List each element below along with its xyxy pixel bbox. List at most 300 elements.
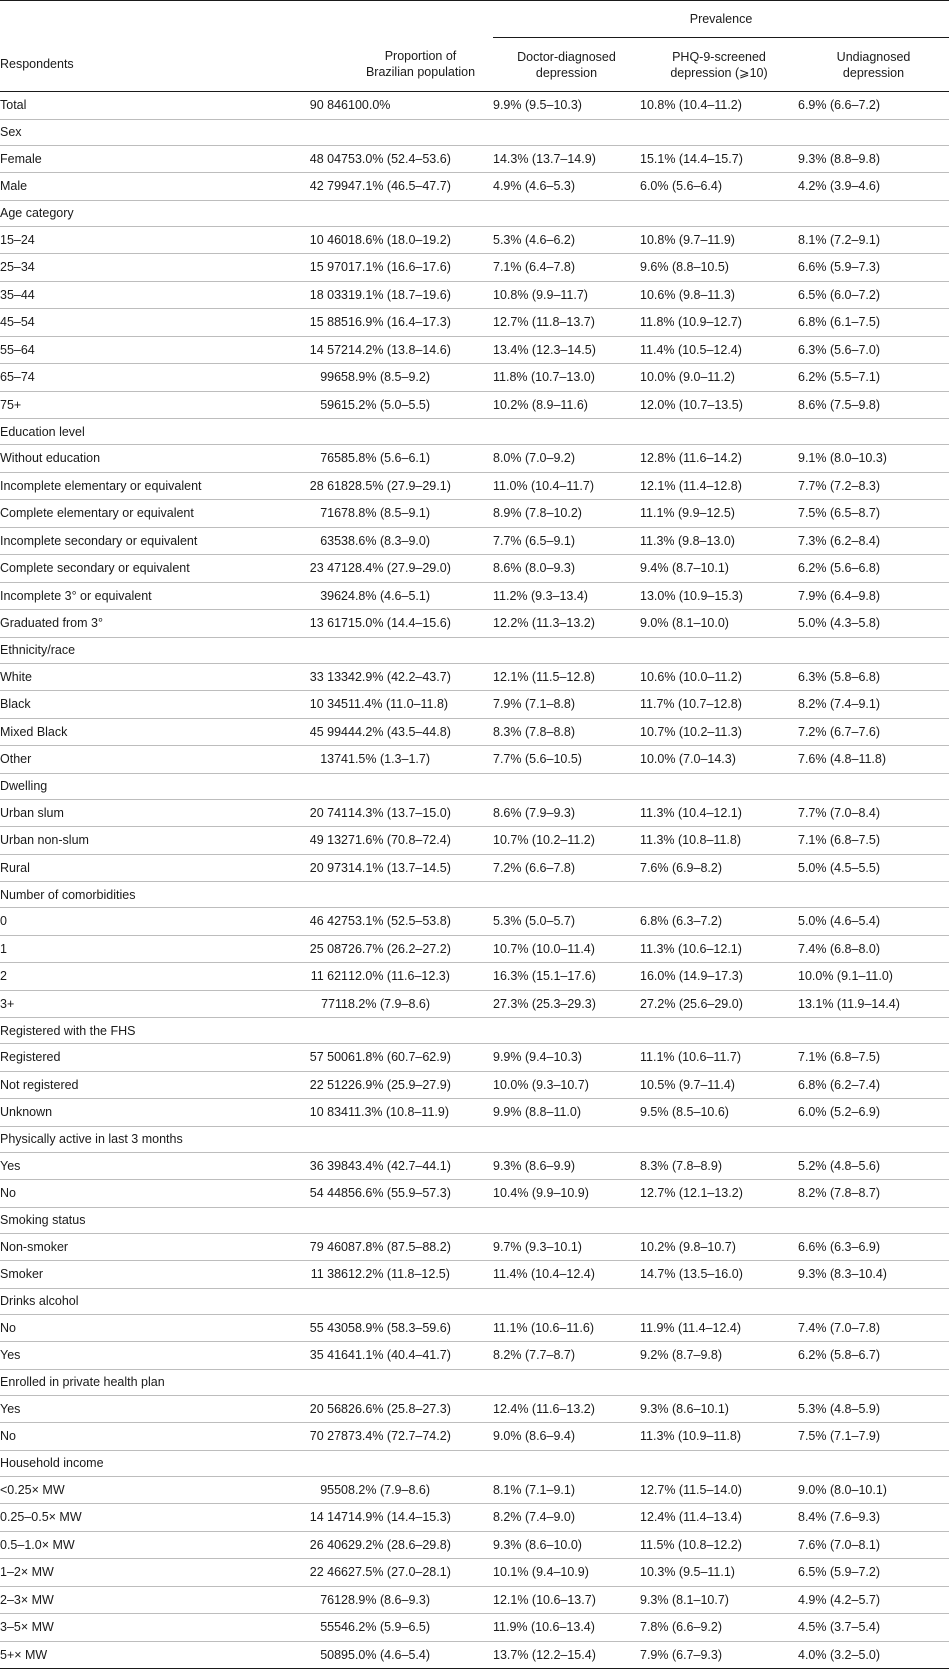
table-row	[0, 990, 949, 1018]
row-undiagnosed: 6.2% (5.5–7.1)	[798, 364, 949, 392]
row-phq9: 10.7% (10.2–11.3)	[640, 718, 798, 746]
row-label: Black	[0, 691, 272, 719]
row-phq9: 11.3% (9.8–13.0)	[640, 527, 798, 555]
row-proportion: 8.2% (7.9–8.6)	[348, 990, 493, 1018]
row-undiagnosed: 6.3% (5.8–6.8)	[798, 663, 949, 691]
row-undiagnosed: 7.1% (6.8–7.5)	[798, 1044, 949, 1072]
row-undiagnosed: 8.6% (7.5–9.8)	[798, 391, 949, 419]
row-proportion: 5.8% (5.6–6.1)	[348, 445, 493, 473]
row-label: Mixed Black	[0, 718, 272, 746]
row-phq9: 10.0% (7.0–14.3)	[640, 746, 798, 774]
group-header-row	[0, 1126, 949, 1152]
row-count: 54 448	[272, 1180, 348, 1208]
row-count: 14 572	[272, 336, 348, 364]
row-proportion: 12.2% (11.8–12.5)	[348, 1261, 493, 1289]
row-label: 0.5–1.0× MW	[0, 1531, 272, 1559]
row-doctor-diagnosed: 13.7% (12.2–15.4)	[493, 1641, 640, 1669]
row-count: 1374	[272, 746, 348, 774]
group-title: Registered with the FHS	[0, 1018, 949, 1044]
row-undiagnosed: 8.1% (7.2–9.1)	[798, 226, 949, 254]
count-header	[272, 38, 348, 92]
row-doctor-diagnosed: 12.4% (11.6–13.2)	[493, 1395, 640, 1423]
row-label: 15–24	[0, 226, 272, 254]
group-title: Sex	[0, 119, 949, 145]
row-doctor-diagnosed: 9.7% (9.3–10.1)	[493, 1233, 640, 1261]
row-phq9: 11.3% (10.9–11.8)	[640, 1423, 798, 1451]
row-count: 49 132	[272, 827, 348, 855]
row-proportion: 28.5% (27.9–29.1)	[348, 472, 493, 500]
row-doctor-diagnosed: 9.0% (8.6–9.4)	[493, 1423, 640, 1451]
row-count: 9550	[272, 1476, 348, 1504]
table-row	[0, 663, 949, 691]
row-doctor-diagnosed: 11.9% (10.6–13.4)	[493, 1614, 640, 1642]
table-body	[0, 92, 949, 1669]
row-undiagnosed: 7.7% (7.0–8.4)	[798, 799, 949, 827]
table-row	[0, 1071, 949, 1099]
row-undiagnosed: 13.1% (11.9–14.4)	[798, 990, 949, 1018]
table-row	[0, 309, 949, 337]
table-row	[0, 527, 949, 555]
row-undiagnosed: 5.0% (4.6–5.4)	[798, 908, 949, 936]
row-label: No	[0, 1180, 272, 1208]
row-count: 7612	[272, 1586, 348, 1614]
table-row	[0, 1504, 949, 1532]
row-count: 6353	[272, 527, 348, 555]
row-label: <0.25× MW	[0, 1476, 272, 1504]
table-row	[0, 827, 949, 855]
row-label: Urban slum	[0, 799, 272, 827]
row-undiagnosed: 4.5% (3.7–5.4)	[798, 1614, 949, 1642]
row-undiagnosed: 7.2% (6.7–7.6)	[798, 718, 949, 746]
row-doctor-diagnosed: 10.8% (9.9–11.7)	[493, 281, 640, 309]
row-doctor-diagnosed: 8.9% (7.8–10.2)	[493, 500, 640, 528]
row-proportion: 53.0% (52.4–53.6)	[348, 145, 493, 173]
row-phq9: 9.0% (8.1–10.0)	[640, 610, 798, 638]
row-proportion: 26.7% (26.2–27.2)	[348, 935, 493, 963]
row-phq9: 12.8% (11.6–14.2)	[640, 445, 798, 473]
row-proportion: 11.3% (10.8–11.9)	[348, 1099, 493, 1127]
row-count: 36 398	[272, 1152, 348, 1180]
row-undiagnosed: 5.3% (4.8–5.9)	[798, 1395, 949, 1423]
row-phq9: 10.0% (9.0–11.2)	[640, 364, 798, 392]
group-header-row	[0, 200, 949, 226]
row-label: Rural	[0, 854, 272, 882]
undiagnosed-header: Undiagnosed depression	[836, 49, 911, 80]
table-row	[0, 610, 949, 638]
row-proportion: 42.9% (42.2–43.7)	[348, 663, 493, 691]
table-row	[0, 963, 949, 991]
table-row	[0, 935, 949, 963]
row-count: 15 885	[272, 309, 348, 337]
row-count: 20 568	[272, 1395, 348, 1423]
row-count: 35 416	[272, 1342, 348, 1370]
row-phq9: 11.3% (10.8–11.8)	[640, 827, 798, 855]
row-phq9: 11.8% (10.9–12.7)	[640, 309, 798, 337]
row-doctor-diagnosed: 8.0% (7.0–9.2)	[493, 445, 640, 473]
table-row	[0, 281, 949, 309]
row-phq9: 11.3% (10.6–12.1)	[640, 935, 798, 963]
prevalence-header: Prevalence	[493, 1, 949, 38]
row-count: 23 471	[272, 555, 348, 583]
row-count: 22 512	[272, 1071, 348, 1099]
table-row	[0, 336, 949, 364]
table-row	[0, 582, 949, 610]
table-row	[0, 1559, 949, 1587]
row-undiagnosed: 9.3% (8.3–10.4)	[798, 1261, 949, 1289]
row-count: 20 973	[272, 854, 348, 882]
row-label: Complete secondary or equivalent	[0, 555, 272, 583]
row-count: 45 994	[272, 718, 348, 746]
row-proportion: 58.9% (58.3–59.6)	[348, 1314, 493, 1342]
row-phq9: 16.0% (14.9–17.3)	[640, 963, 798, 991]
row-label: 3+	[0, 990, 272, 1018]
row-doctor-diagnosed: 8.1% (7.1–9.1)	[493, 1476, 640, 1504]
table-row	[0, 1233, 949, 1261]
table-row	[0, 1614, 949, 1642]
row-doctor-diagnosed: 11.1% (10.6–11.6)	[493, 1314, 640, 1342]
row-undiagnosed: 8.2% (7.4–9.1)	[798, 691, 949, 719]
row-label: Urban non-slum	[0, 827, 272, 855]
table-row	[0, 691, 949, 719]
doctor-diagnosed-header: Doctor-diagnosed depression	[517, 49, 616, 80]
row-doctor-diagnosed: 11.0% (10.4–11.7)	[493, 472, 640, 500]
row-label: Male	[0, 173, 272, 201]
row-doctor-diagnosed: 11.4% (10.4–12.4)	[493, 1261, 640, 1289]
group-title: Age category	[0, 200, 949, 226]
group-title: Enrolled in private health plan	[0, 1369, 949, 1395]
row-count: 10 345	[272, 691, 348, 719]
row-undiagnosed: 7.5% (6.5–8.7)	[798, 500, 949, 528]
row-label: 75+	[0, 391, 272, 419]
row-phq9: 9.2% (8.7–9.8)	[640, 1342, 798, 1370]
group-header-row	[0, 1207, 949, 1233]
row-phq9: 10.6% (9.8–11.3)	[640, 281, 798, 309]
row-undiagnosed: 8.4% (7.6–9.3)	[798, 1504, 949, 1532]
row-phq9: 10.8% (10.4–11.2)	[640, 92, 798, 120]
table-row	[0, 254, 949, 282]
row-doctor-diagnosed: 12.2% (11.3–13.2)	[493, 610, 640, 638]
row-count: 46 427	[272, 908, 348, 936]
row-label: 65–74	[0, 364, 272, 392]
table-row	[0, 1099, 949, 1127]
row-count: 42 799	[272, 173, 348, 201]
row-proportion: 14.3% (13.7–15.0)	[348, 799, 493, 827]
row-undiagnosed: 6.2% (5.8–6.7)	[798, 1342, 949, 1370]
row-doctor-diagnosed: 16.3% (15.1–17.6)	[493, 963, 640, 991]
group-header-row	[0, 1018, 949, 1044]
table-row	[0, 1641, 949, 1669]
row-doctor-diagnosed: 14.3% (13.7–14.9)	[493, 145, 640, 173]
row-phq9: 10.2% (9.8–10.7)	[640, 1233, 798, 1261]
row-count: 79 460	[272, 1233, 348, 1261]
row-label: Incomplete 3° or equivalent	[0, 582, 272, 610]
row-doctor-diagnosed: 7.1% (6.4–7.8)	[493, 254, 640, 282]
row-label: 1	[0, 935, 272, 963]
row-doctor-diagnosed: 9.9% (9.5–10.3)	[493, 92, 640, 120]
row-count: 5961	[272, 391, 348, 419]
row-doctor-diagnosed: 8.6% (7.9–9.3)	[493, 799, 640, 827]
row-doctor-diagnosed: 9.9% (8.8–11.0)	[493, 1099, 640, 1127]
row-proportion: 28.4% (27.9–29.0)	[348, 555, 493, 583]
row-doctor-diagnosed: 7.7% (6.5–9.1)	[493, 527, 640, 555]
table-row	[0, 1152, 949, 1180]
row-phq9: 9.4% (8.7–10.1)	[640, 555, 798, 583]
row-doctor-diagnosed: 8.3% (7.8–8.8)	[493, 718, 640, 746]
row-phq9: 14.7% (13.5–16.0)	[640, 1261, 798, 1289]
row-proportion: 87.8% (87.5–88.2)	[348, 1233, 493, 1261]
row-undiagnosed: 10.0% (9.1–11.0)	[798, 963, 949, 991]
table-row	[0, 1586, 949, 1614]
row-count: 7658	[272, 445, 348, 473]
row-proportion: 8.6% (8.3–9.0)	[348, 527, 493, 555]
row-phq9: 10.5% (9.7–11.4)	[640, 1071, 798, 1099]
row-count: 5089	[272, 1641, 348, 1669]
row-count: 7711	[272, 990, 348, 1018]
row-label: Total	[0, 92, 272, 120]
group-title: Physically active in last 3 months	[0, 1126, 949, 1152]
row-undiagnosed: 7.1% (6.8–7.5)	[798, 827, 949, 855]
row-count: 5554	[272, 1614, 348, 1642]
row-doctor-diagnosed: 11.2% (9.3–13.4)	[493, 582, 640, 610]
row-doctor-diagnosed: 9.9% (9.4–10.3)	[493, 1044, 640, 1072]
row-proportion: 14.2% (13.8–14.6)	[348, 336, 493, 364]
row-undiagnosed: 5.2% (4.8–5.6)	[798, 1152, 949, 1180]
table-row	[0, 1261, 949, 1289]
group-header-row	[0, 419, 949, 445]
table-row	[0, 1395, 949, 1423]
row-doctor-diagnosed: 8.2% (7.4–9.0)	[493, 1504, 640, 1532]
row-label: Unknown	[0, 1099, 272, 1127]
row-count: 20 741	[272, 799, 348, 827]
row-count: 11 386	[272, 1261, 348, 1289]
row-proportion: 61.8% (60.7–62.9)	[348, 1044, 493, 1072]
row-phq9: 11.5% (10.8–12.2)	[640, 1531, 798, 1559]
header-spacer	[0, 1, 493, 38]
row-doctor-diagnosed: 10.7% (10.0–11.4)	[493, 935, 640, 963]
row-count: 28 618	[272, 472, 348, 500]
row-label: Smoker	[0, 1261, 272, 1289]
row-undiagnosed: 7.6% (4.8–11.8)	[798, 746, 949, 774]
row-count: 14 147	[272, 1504, 348, 1532]
row-undiagnosed: 7.7% (7.2–8.3)	[798, 472, 949, 500]
row-proportion: 71.6% (70.8–72.4)	[348, 827, 493, 855]
row-phq9: 12.7% (12.1–13.2)	[640, 1180, 798, 1208]
row-phq9: 11.1% (9.9–12.5)	[640, 500, 798, 528]
row-doctor-diagnosed: 5.3% (5.0–5.7)	[493, 908, 640, 936]
table-row	[0, 1342, 949, 1370]
group-title: Number of comorbidities	[0, 882, 949, 908]
row-proportion: 44.2% (43.5–44.8)	[348, 718, 493, 746]
group-title: Dwelling	[0, 773, 949, 799]
row-undiagnosed: 7.5% (7.1–7.9)	[798, 1423, 949, 1451]
row-label: Female	[0, 145, 272, 173]
row-undiagnosed: 6.8% (6.2–7.4)	[798, 1071, 949, 1099]
row-count: 26 406	[272, 1531, 348, 1559]
row-doctor-diagnosed: 9.3% (8.6–10.0)	[493, 1531, 640, 1559]
row-proportion: 16.9% (16.4–17.3)	[348, 309, 493, 337]
group-title: Household income	[0, 1450, 949, 1476]
row-phq9: 9.3% (8.1–10.7)	[640, 1586, 798, 1614]
row-label: Without education	[0, 445, 272, 473]
table-row	[0, 226, 949, 254]
row-label: White	[0, 663, 272, 691]
row-count: 22 466	[272, 1559, 348, 1587]
row-proportion: 73.4% (72.7–74.2)	[348, 1423, 493, 1451]
row-proportion: 47.1% (46.5–47.7)	[348, 173, 493, 201]
row-count: 25 087	[272, 935, 348, 963]
row-label: 3–5× MW	[0, 1614, 272, 1642]
row-doctor-diagnosed: 10.4% (9.9–10.9)	[493, 1180, 640, 1208]
row-phq9: 13.0% (10.9–15.3)	[640, 582, 798, 610]
row-proportion: 14.1% (13.7–14.5)	[348, 854, 493, 882]
row-undiagnosed: 6.9% (6.6–7.2)	[798, 92, 949, 120]
table-row	[0, 746, 949, 774]
row-label: 5+× MW	[0, 1641, 272, 1669]
row-proportion: 14.9% (14.4–15.3)	[348, 1504, 493, 1532]
row-doctor-diagnosed: 13.4% (12.3–14.5)	[493, 336, 640, 364]
row-proportion: 100.0%	[348, 92, 493, 120]
row-undiagnosed: 6.5% (5.9–7.2)	[798, 1559, 949, 1587]
row-count: 18 033	[272, 281, 348, 309]
group-header-row	[0, 1288, 949, 1314]
row-label: 25–34	[0, 254, 272, 282]
row-proportion: 53.1% (52.5–53.8)	[348, 908, 493, 936]
total-row	[0, 92, 949, 120]
row-label: 0.25–0.5× MW	[0, 1504, 272, 1532]
row-undiagnosed: 7.6% (7.0–8.1)	[798, 1531, 949, 1559]
row-count: 15 970	[272, 254, 348, 282]
row-undiagnosed: 8.2% (7.8–8.7)	[798, 1180, 949, 1208]
row-count: 3962	[272, 582, 348, 610]
row-phq9: 11.4% (10.5–12.4)	[640, 336, 798, 364]
row-proportion: 5.2% (5.0–5.5)	[348, 391, 493, 419]
group-title: Ethnicity/race	[0, 637, 949, 663]
row-label: Complete elementary or equivalent	[0, 500, 272, 528]
table-row	[0, 718, 949, 746]
row-proportion: 8.9% (8.5–9.2)	[348, 364, 493, 392]
row-undiagnosed: 6.5% (6.0–7.2)	[798, 281, 949, 309]
row-proportion: 41.1% (40.4–41.7)	[348, 1342, 493, 1370]
row-phq9: 12.1% (11.4–12.8)	[640, 472, 798, 500]
row-count: 70 278	[272, 1423, 348, 1451]
row-proportion: 5.0% (4.6–5.4)	[348, 1641, 493, 1669]
group-header-row	[0, 637, 949, 663]
table-row	[0, 908, 949, 936]
table-row	[0, 173, 949, 201]
row-proportion: 8.8% (8.5–9.1)	[348, 500, 493, 528]
row-undiagnosed: 4.2% (3.9–4.6)	[798, 173, 949, 201]
group-title: Education level	[0, 419, 949, 445]
row-count: 90 846	[272, 92, 348, 120]
respondents-header: Respondents	[0, 57, 74, 72]
row-proportion: 8.2% (7.9–8.6)	[348, 1476, 493, 1504]
row-undiagnosed: 6.8% (6.1–7.5)	[798, 309, 949, 337]
row-label: 1–2× MW	[0, 1559, 272, 1587]
row-proportion: 26.9% (25.9–27.9)	[348, 1071, 493, 1099]
table-row	[0, 799, 949, 827]
row-undiagnosed: 9.3% (8.8–9.8)	[798, 145, 949, 173]
table-row	[0, 1314, 949, 1342]
row-proportion: 19.1% (18.7–19.6)	[348, 281, 493, 309]
row-phq9: 11.1% (10.6–11.7)	[640, 1044, 798, 1072]
row-undiagnosed: 7.4% (6.8–8.0)	[798, 935, 949, 963]
row-undiagnosed: 4.9% (4.2–5.7)	[798, 1586, 949, 1614]
row-phq9: 6.8% (6.3–7.2)	[640, 908, 798, 936]
row-label: 2	[0, 963, 272, 991]
row-label: Incomplete elementary or equivalent	[0, 472, 272, 500]
row-proportion: 18.6% (18.0–19.2)	[348, 226, 493, 254]
row-proportion: 43.4% (42.7–44.1)	[348, 1152, 493, 1180]
row-phq9: 10.8% (9.7–11.9)	[640, 226, 798, 254]
row-label: 2–3× MW	[0, 1586, 272, 1614]
row-doctor-diagnosed: 9.3% (8.6–9.9)	[493, 1152, 640, 1180]
table-row	[0, 854, 949, 882]
row-label: 55–64	[0, 336, 272, 364]
table-row	[0, 1476, 949, 1504]
row-phq9: 9.6% (8.8–10.5)	[640, 254, 798, 282]
table-row	[0, 1044, 949, 1072]
row-proportion: 8.9% (8.6–9.3)	[348, 1586, 493, 1614]
group-header-row	[0, 882, 949, 908]
table-row	[0, 445, 949, 473]
row-doctor-diagnosed: 10.7% (10.2–11.2)	[493, 827, 640, 855]
table-row	[0, 145, 949, 173]
phq9-header: PHQ-9-screened depression (⩾10)	[670, 49, 768, 80]
row-count: 7167	[272, 500, 348, 528]
row-proportion: 26.6% (25.8–27.3)	[348, 1395, 493, 1423]
row-label: Registered	[0, 1044, 272, 1072]
row-doctor-diagnosed: 8.2% (7.7–8.7)	[493, 1342, 640, 1370]
table-row	[0, 1180, 949, 1208]
row-label: Yes	[0, 1395, 272, 1423]
row-undiagnosed: 4.0% (3.2–5.0)	[798, 1641, 949, 1669]
row-undiagnosed: 9.0% (8.0–10.1)	[798, 1476, 949, 1504]
row-count: 13 617	[272, 610, 348, 638]
row-proportion: 15.0% (14.4–15.6)	[348, 610, 493, 638]
row-count: 9965	[272, 364, 348, 392]
row-count: 10 834	[272, 1099, 348, 1127]
row-label: 35–44	[0, 281, 272, 309]
row-label: Non-smoker	[0, 1233, 272, 1261]
row-phq9: 7.9% (6.7–9.3)	[640, 1641, 798, 1669]
row-count: 55 430	[272, 1314, 348, 1342]
row-undiagnosed: 7.9% (6.4–9.8)	[798, 582, 949, 610]
row-undiagnosed: 6.2% (5.6–6.8)	[798, 555, 949, 583]
row-label: Other	[0, 746, 272, 774]
row-phq9: 9.5% (8.5–10.6)	[640, 1099, 798, 1127]
row-doctor-diagnosed: 5.3% (4.6–6.2)	[493, 226, 640, 254]
row-undiagnosed: 5.0% (4.5–5.5)	[798, 854, 949, 882]
row-phq9: 12.7% (11.5–14.0)	[640, 1476, 798, 1504]
row-doctor-diagnosed: 10.0% (9.3–10.7)	[493, 1071, 640, 1099]
row-undiagnosed: 6.0% (5.2–6.9)	[798, 1099, 949, 1127]
row-doctor-diagnosed: 7.7% (5.6–10.5)	[493, 746, 640, 774]
row-undiagnosed: 5.0% (4.3–5.8)	[798, 610, 949, 638]
row-proportion: 1.5% (1.3–1.7)	[348, 746, 493, 774]
proportion-header: Proportion of Brazilian population	[365, 49, 476, 80]
table-row	[0, 364, 949, 392]
table-row	[0, 1531, 949, 1559]
row-doctor-diagnosed: 27.3% (25.3–29.3)	[493, 990, 640, 1018]
row-undiagnosed: 9.1% (8.0–10.3)	[798, 445, 949, 473]
row-doctor-diagnosed: 12.7% (11.8–13.7)	[493, 309, 640, 337]
row-phq9: 7.6% (6.9–8.2)	[640, 854, 798, 882]
row-phq9: 12.0% (10.7–13.5)	[640, 391, 798, 419]
row-phq9: 11.7% (10.7–12.8)	[640, 691, 798, 719]
row-phq9: 12.4% (11.4–13.4)	[640, 1504, 798, 1532]
row-label: 0	[0, 908, 272, 936]
group-header-row	[0, 119, 949, 145]
